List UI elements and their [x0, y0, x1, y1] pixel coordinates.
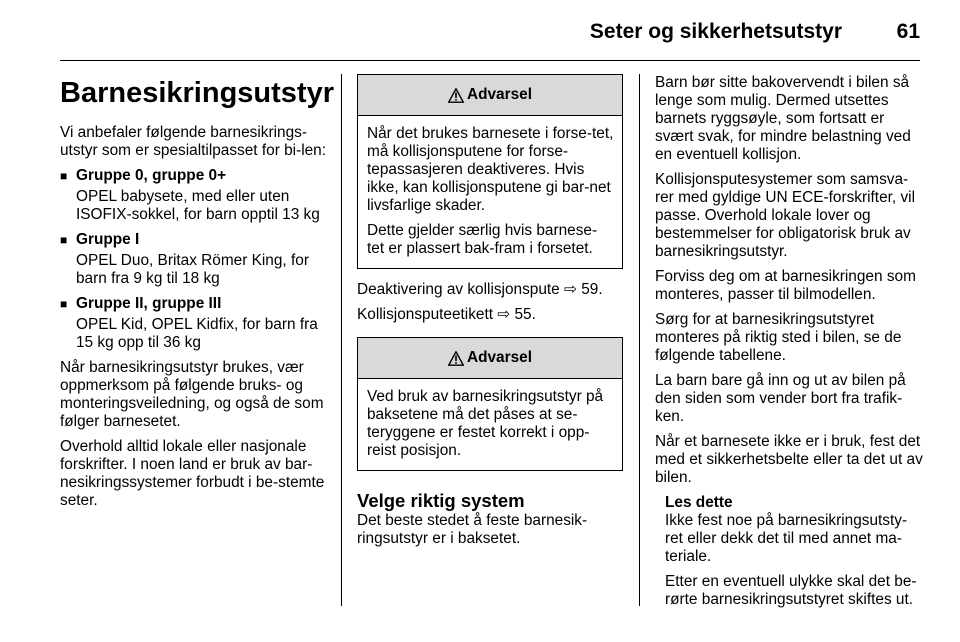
paragraph: Når barnesikringsutstyr brukes, vær oppmerksom på følgende bruks- og monteringsveiledning, og også de som følger barnesetet. [60, 359, 324, 430]
group-heading: Gruppe 0, gruppe 0+ [76, 167, 227, 184]
list-item [60, 167, 326, 224]
section-heading: Barnesikringsutstyr [60, 77, 334, 109]
bullet-icon: ■ [60, 169, 68, 183]
paragraph: Sørg for at barnesikringsutstyret monteres på riktig sted i bilen, se de følgende tabellene. [655, 311, 902, 364]
reference-link[interactable]: Kollisjonsputeetikett ⇨ 55. [357, 306, 536, 323]
note-box [655, 494, 923, 609]
note-text: Ikke fest noe på barnesikringsutsty-ret eller dekk det til med annet ma-teriale. [665, 512, 908, 565]
warning-triangle-icon [448, 351, 464, 366]
paragraph: Overhold alltid lokale eller nasjonale forskrifter. I noen land er bruk av bar-nesikringssystemer forbudt i be-stemte seter. [60, 438, 325, 509]
column-divider-1 [341, 74, 342, 606]
page-number: 61 [896, 20, 920, 43]
note-text: Etter en eventuell ulykke skal det be-rørte barnesikringsutstyret skiftes ut. [665, 573, 917, 608]
group-body: OPEL Kid, OPEL Kidfix, for barn fra 15 kg opp til 36 kg [76, 316, 318, 351]
reference-link[interactable]: Deaktivering av kollisjonspute ⇨ 59. [357, 281, 603, 298]
group-body: OPEL Duo, Britax Römer King, for barn fra 9 kg til 18 kg [76, 252, 309, 287]
column-1 [60, 74, 334, 517]
note-title: Les dette [665, 494, 733, 511]
header-title: Seter og sikkerhetsutstyr [589, 20, 842, 43]
paragraph: Kollisjonsputesystemer som samsva-rer med gyldige UN ECE-forskrifter, vil passe. Overhold lokale lover og bestemmelser for obligatorisk bruk av barnesikringsutstyr. [655, 171, 915, 260]
page-header [0, 0, 960, 62]
paragraph: Forviss deg om at barnesikringen som monteres, passer til bilmodellen. [655, 268, 916, 303]
warning-header [358, 75, 622, 116]
paragraph: Når et barnesete ikke er i bruk, fest det med et sikkerhetsbelte eller ta det ut av bilen. [655, 433, 923, 486]
warning-box [357, 337, 623, 471]
column-divider-2 [639, 74, 640, 606]
bullet-icon: ■ [60, 297, 68, 311]
column-3 [655, 74, 923, 616]
column-2 [357, 74, 623, 555]
paragraph: Barn bør sitte bakovervendt i bilen så lenge som mulig. Dermed utsettes barnets ryggsøyle, som fortsatt er svært svak, for mindre belastning ved en eventuell kollisjon. [655, 74, 911, 163]
warning-text: Ved bruk av barnesikringsutstyr på baksetene må det påses at se-teryggene er festet korrekt i opp-reist posisjon. [367, 388, 604, 459]
group-heading: Gruppe I [76, 231, 140, 248]
group-body: OPEL babysete, med eller uten ISOFIX-sokkel, for barn opptil 13 kg [76, 188, 320, 223]
list-item [60, 295, 326, 352]
warning-body [358, 116, 622, 268]
list-item [60, 231, 326, 288]
warning-triangle-icon [448, 88, 464, 103]
warning-box [357, 74, 623, 269]
subsection-heading: Velge riktig system [357, 490, 525, 511]
bullet-icon: ■ [60, 233, 68, 247]
warning-header [358, 338, 622, 379]
warning-title: Advarsel [466, 86, 533, 103]
paragraph: La barn bare gå inn og ut av bilen på den siden som vender bort fra trafik-ken. [655, 372, 906, 425]
warning-body [358, 379, 622, 470]
header-rule [60, 60, 920, 61]
group-heading: Gruppe II, gruppe III [76, 295, 222, 312]
paragraph: Det beste stedet å feste barnesik-ringsutstyr er i baksetet. [357, 512, 588, 547]
warning-text: Dette gjelder særlig hvis barnese-tet er plassert bak-fram i forsetet. [367, 222, 598, 257]
intro-paragraph: Vi anbefaler følgende barnesikrings-utstyr som er spesialtilpasset for bi-len: [60, 124, 327, 159]
warning-title: Advarsel [466, 349, 533, 366]
warning-text: Når det brukes barnesete i forse-tet, må kollisjonsputene for forse-tepassasjeren deaktiveres. Hvis ikke, kan kollisjonsputene gi bar-net livsfarlige skader. [367, 125, 614, 214]
